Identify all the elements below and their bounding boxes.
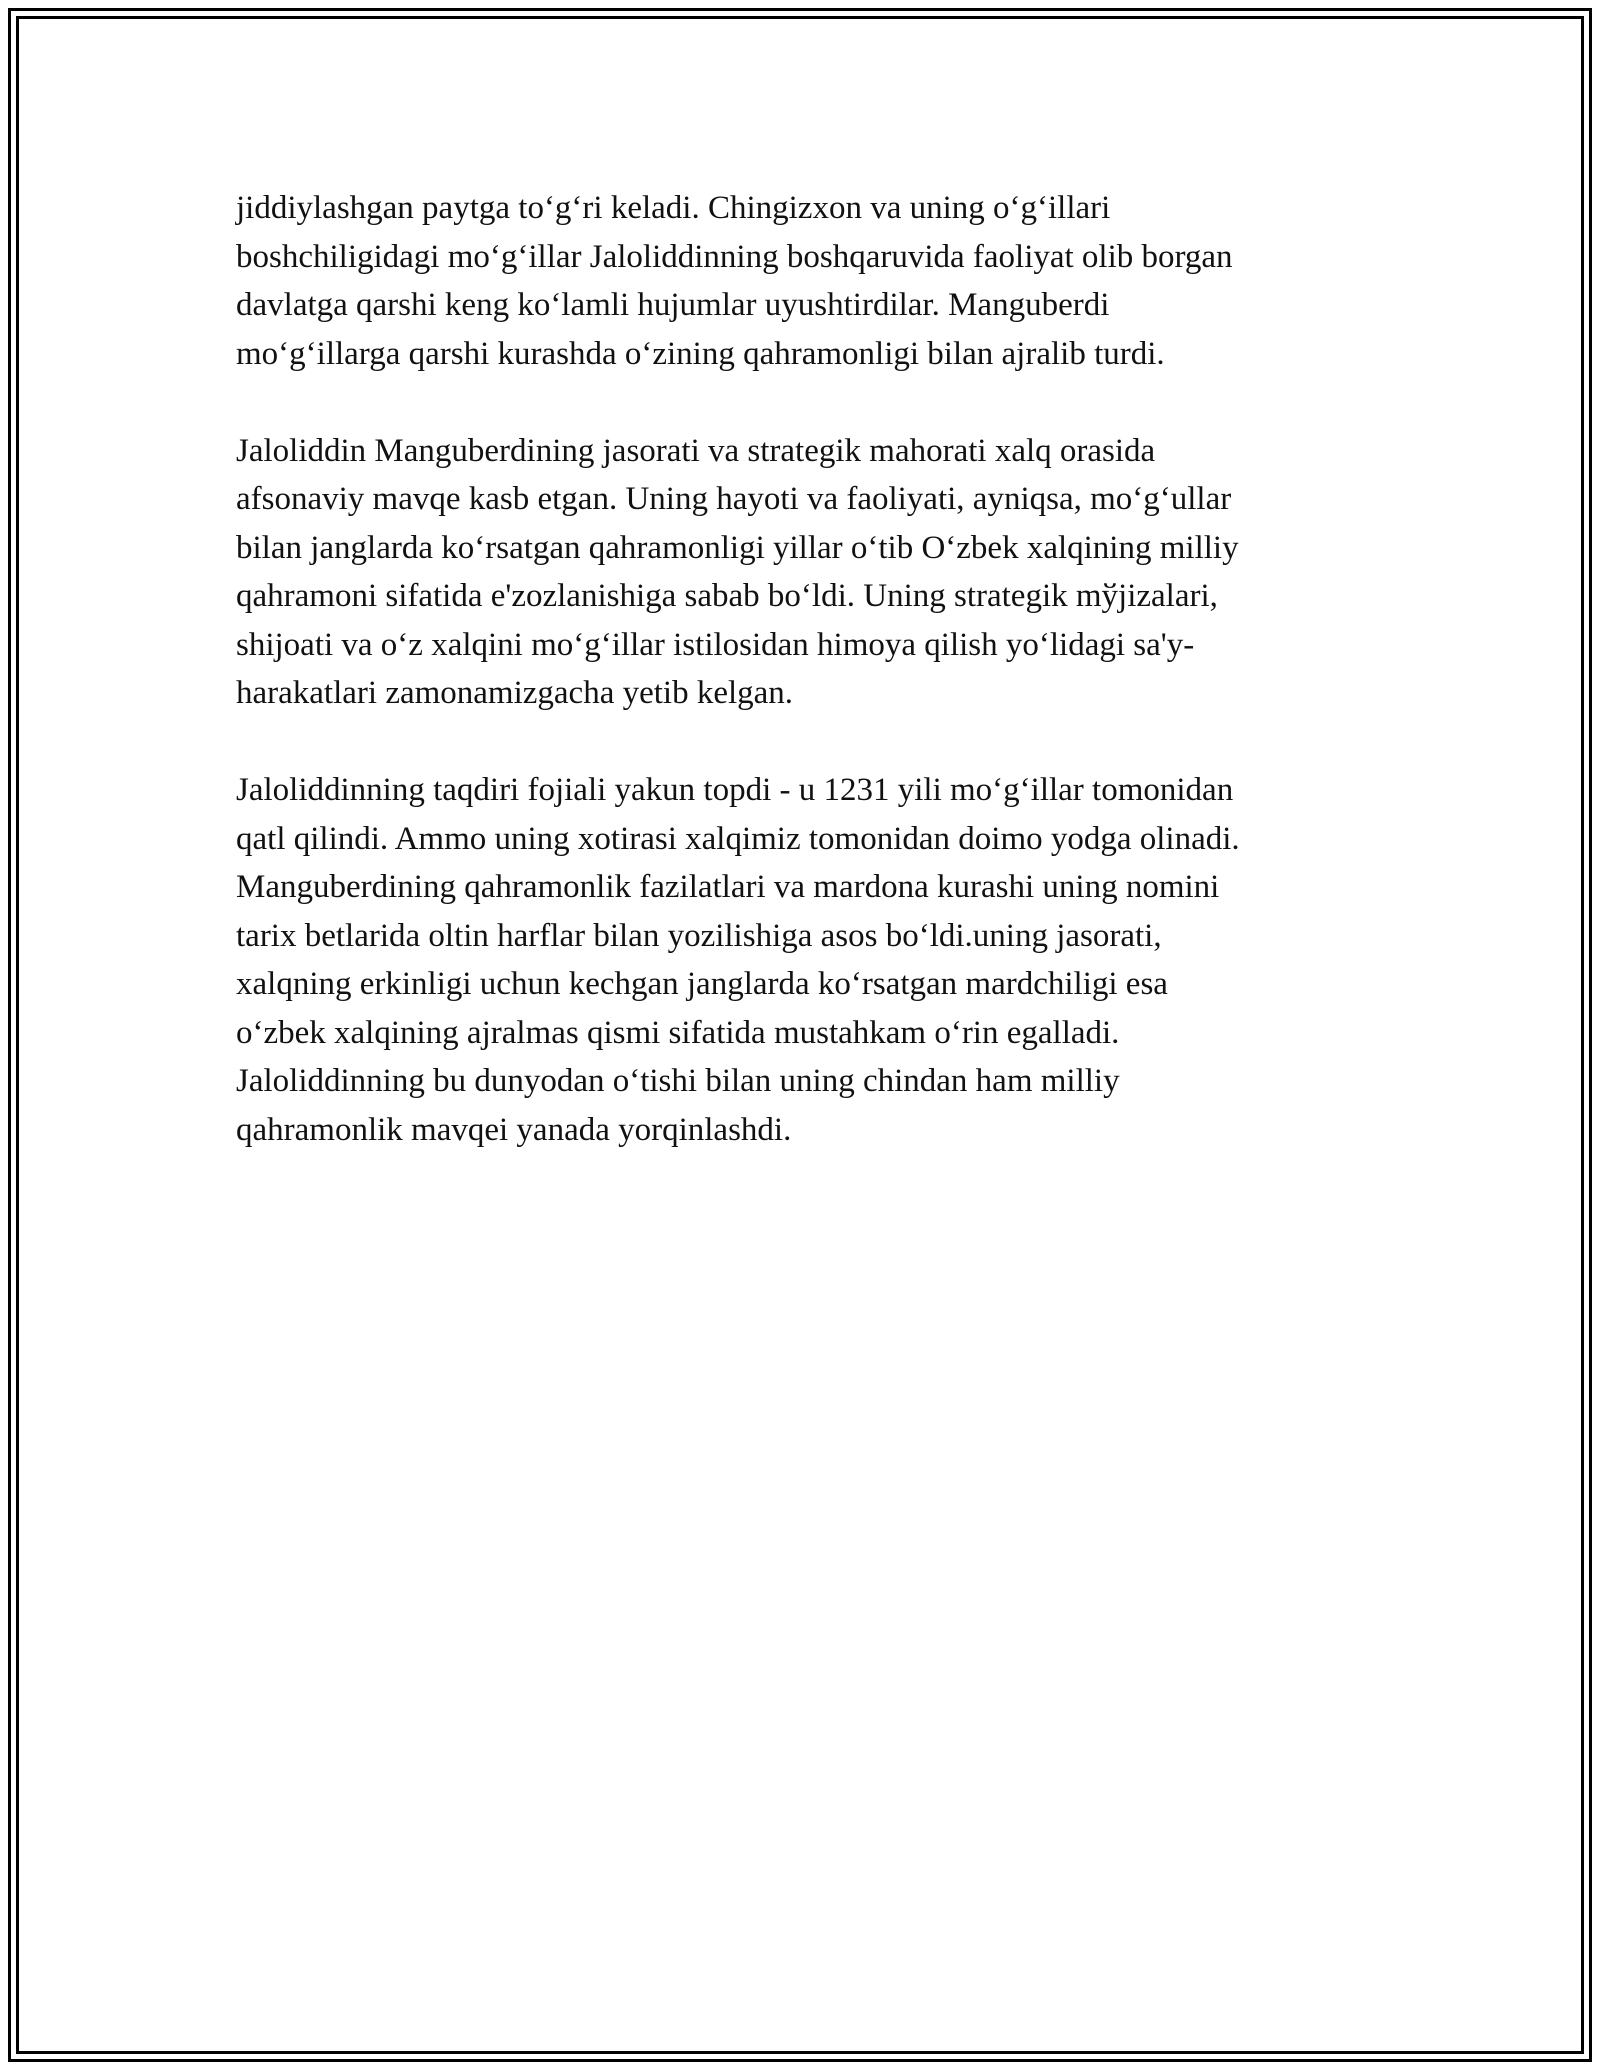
text-line: shijoati va o‘z xalqini mo‘g‘illar istilosidan himoya qilish yo‘lidagi sa'y- bbox=[236, 626, 1195, 663]
text-line: davlatga qarshi keng ko‘lamli hujumlar uyushtirdilar. Manguberdi bbox=[236, 287, 1110, 323]
text-line: qatl qilindi. Ammo uning xotirasi xalqimiz tomonidan doimo yodga olinadi. bbox=[236, 820, 1240, 857]
text-line: Manguberdining qahramonlik fazilatlari va mardona kurashi uning nomini bbox=[236, 869, 1220, 905]
text-line: qahramoni sifatida e'zozlanishiga sabab bo‘ldi. Uning strategik mўjizalari, bbox=[236, 578, 1218, 614]
text-line: Jaloliddinning taqdiri fojiali yakun topdi - u 1231 yili mo‘g‘illar tomonidan bbox=[236, 772, 1234, 808]
text-line: tarix betlarida oltin harflar bilan yozilishiga asos bo‘ldi.uning jasorati, bbox=[236, 917, 1162, 954]
text-line: bilan janglarda ko‘rsatgan qahramonligi yillar o‘tib O‘zbek xalqining milliy bbox=[236, 529, 1239, 566]
paragraph-1 bbox=[236, 184, 1364, 378]
paragraph-2 bbox=[236, 427, 1364, 718]
text-line: Jaloliddin Manguberdining jasorati va strategik mahorati xalq orasida bbox=[236, 432, 1156, 469]
text-line: afsonaviy mavqe kasb etgan. Uning hayoti va faoliyati, ayniqsa, mo‘g‘ullar bbox=[236, 481, 1232, 517]
text-line: boshchiligidagi mo‘g‘illar Jaloliddinning boshqaruvida faoliyat olib borgan bbox=[236, 238, 1233, 275]
text-line: jiddiylashgan paytga to‘g‘ri keladi. Chingizxon va uning o‘g‘illari bbox=[236, 190, 1111, 226]
paragraph-3 bbox=[236, 766, 1364, 1154]
text-line: Jaloliddinning bu dunyodan o‘tishi bilan uning chindan ham milliy bbox=[236, 1063, 1120, 1099]
text-line: mo‘g‘illarga qarshi kurashda o‘zining qahramonligi bilan ajralib turdi. bbox=[236, 335, 1165, 372]
text-line: o‘zbek xalqining ajralmas qismi sifatida mustahkam o‘rin egalladi. bbox=[236, 1014, 1120, 1051]
text-line: qahramonlik mavqei yanada yorqinlashdi. bbox=[236, 1111, 792, 1148]
document-body bbox=[236, 184, 1364, 1203]
text-line: xalqning erkinligi uchun kechgan janglarda ko‘rsatgan mardchiligi esa bbox=[236, 966, 1168, 1002]
text-line: harakatlari zamonamizgacha yetib kelgan. bbox=[236, 675, 794, 711]
